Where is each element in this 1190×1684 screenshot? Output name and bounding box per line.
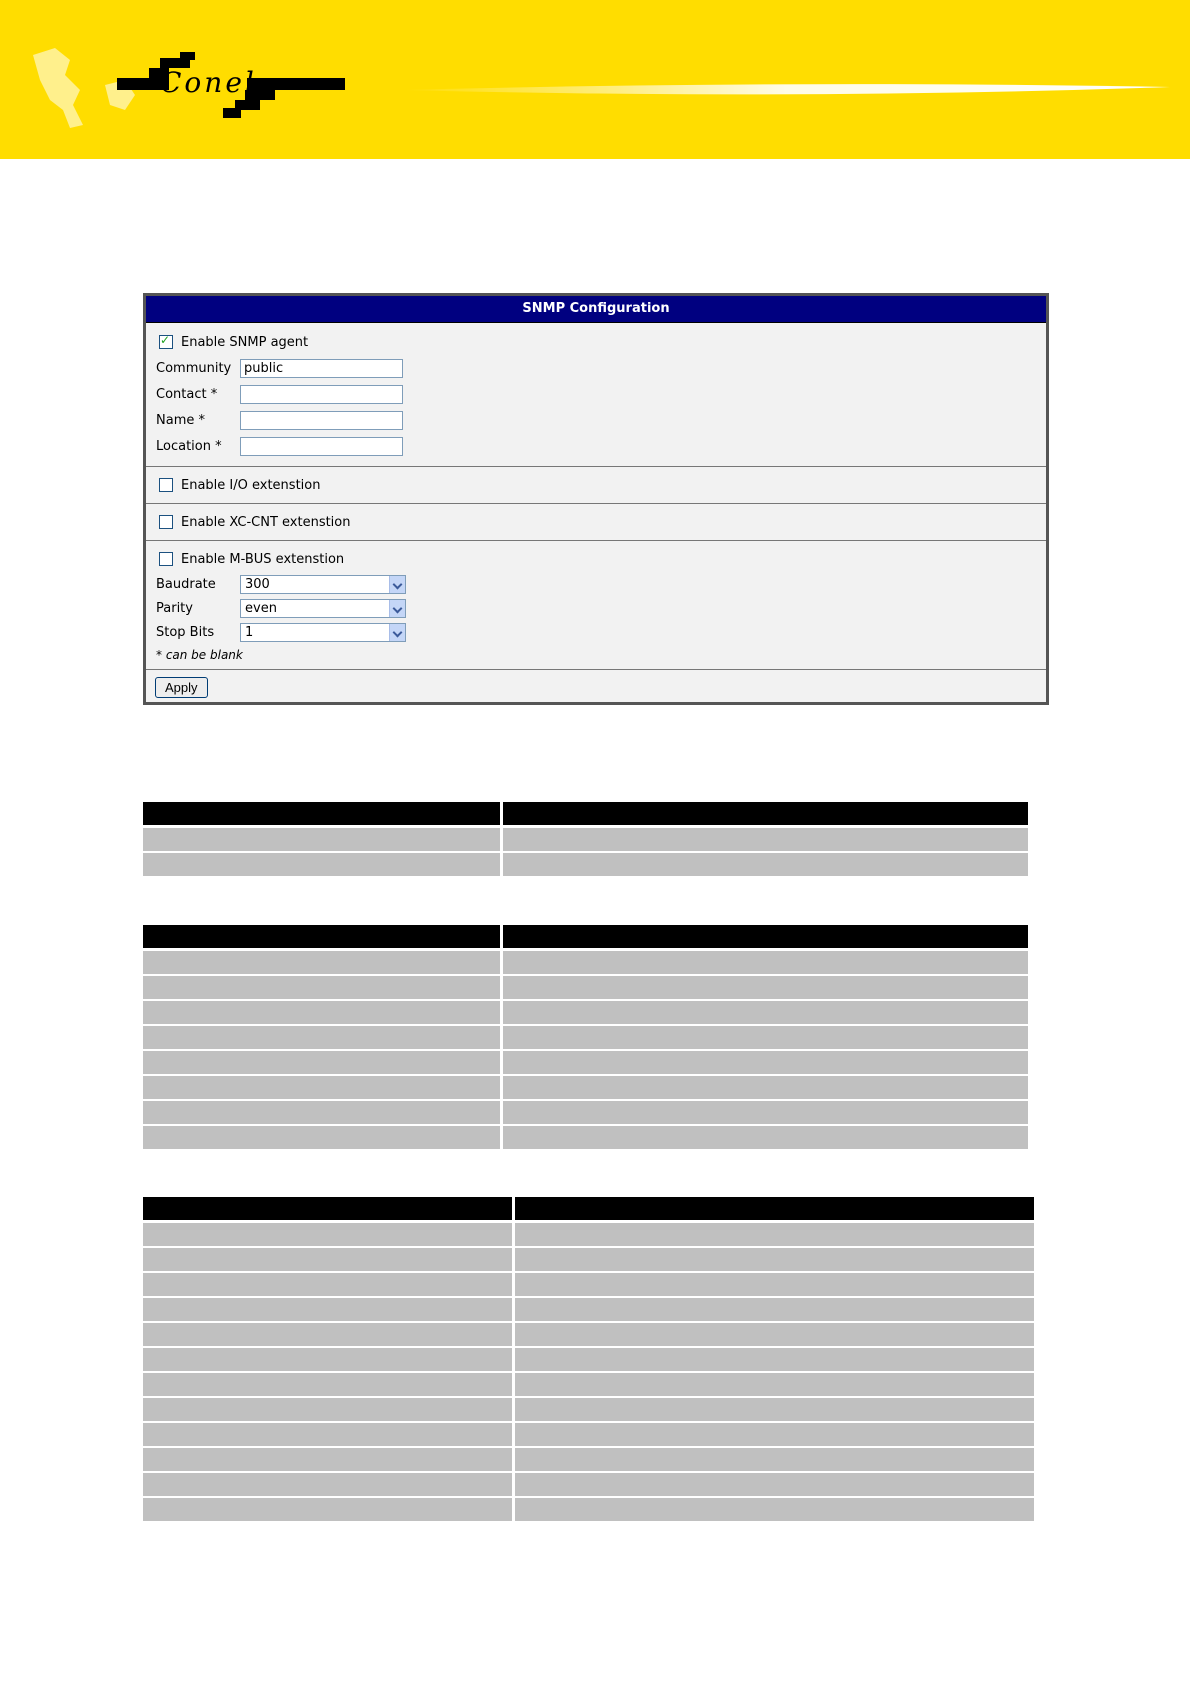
table-cell xyxy=(515,1473,1034,1496)
table-cell xyxy=(143,1273,512,1296)
header-banner xyxy=(0,0,1190,159)
table-cell xyxy=(515,1273,1034,1296)
table-header-cell xyxy=(143,802,500,825)
snmp-agent-section xyxy=(146,323,1046,467)
table-cell xyxy=(503,1076,1028,1099)
table-cell xyxy=(143,976,500,999)
location-label: Location * xyxy=(156,438,222,454)
table-cell xyxy=(143,1323,512,1346)
table-cell xyxy=(503,853,1028,876)
table-cell xyxy=(143,1001,500,1024)
table-cell xyxy=(143,951,500,974)
table-cell xyxy=(143,1298,512,1321)
table-cell xyxy=(515,1323,1034,1346)
apply-section xyxy=(146,670,1046,705)
stop-bits-value: 1 xyxy=(245,624,254,640)
table-cell xyxy=(143,1498,512,1521)
baudrate-value: 300 xyxy=(245,576,270,592)
table-cell xyxy=(503,1026,1028,1049)
table-cell xyxy=(503,976,1028,999)
table-header-cell xyxy=(503,925,1028,948)
table-cell xyxy=(515,1423,1034,1446)
table-cell xyxy=(515,1498,1034,1521)
table-cell xyxy=(503,1126,1028,1149)
table-cell xyxy=(515,1398,1034,1421)
parity-select[interactable] xyxy=(240,599,406,618)
table-cell xyxy=(143,1101,500,1124)
table-header-cell xyxy=(143,925,500,948)
table-cell xyxy=(515,1248,1034,1271)
table-header-cell xyxy=(143,1197,512,1220)
stop-bits-select[interactable] xyxy=(240,623,406,642)
enable-mbus-label: Enable M-BUS extenstion xyxy=(181,551,345,567)
table-cell xyxy=(143,1398,512,1421)
table-cell xyxy=(515,1448,1034,1471)
baudrate-select[interactable] xyxy=(240,575,406,594)
table-cell xyxy=(503,1101,1028,1124)
chevron-down-icon[interactable] xyxy=(389,576,405,593)
table-cell xyxy=(143,1348,512,1371)
name-label: Name * xyxy=(156,412,205,428)
io-extension-section xyxy=(146,467,1046,504)
table-cell xyxy=(515,1348,1034,1371)
enable-snmp-agent-checkbox[interactable] xyxy=(159,335,173,349)
table-cell xyxy=(143,1076,500,1099)
enable-snmp-agent-label: Enable SNMP agent xyxy=(181,334,309,350)
table-cell xyxy=(143,1423,512,1446)
contact-input[interactable] xyxy=(240,385,403,404)
enable-io-label: Enable I/O extenstion xyxy=(181,477,321,493)
enable-mbus-checkbox[interactable] xyxy=(159,552,173,566)
table-header-cell xyxy=(503,802,1028,825)
location-input[interactable] xyxy=(240,437,403,456)
table-cell xyxy=(143,1026,500,1049)
table-cell xyxy=(143,853,500,876)
enable-xccnt-label: Enable XC-CNT extenstion xyxy=(181,514,351,530)
name-input[interactable] xyxy=(240,411,403,430)
table-cell xyxy=(515,1223,1034,1246)
table-cell xyxy=(143,1473,512,1496)
table-cell xyxy=(515,1298,1034,1321)
panel-title: SNMP Configuration xyxy=(146,296,1046,323)
enable-xccnt-checkbox[interactable] xyxy=(159,515,173,529)
table-cell xyxy=(515,1373,1034,1396)
header-streak-decoration xyxy=(400,78,1170,102)
table-cell xyxy=(503,951,1028,974)
table-cell xyxy=(143,1248,512,1271)
snmp-configuration-panel xyxy=(143,293,1049,705)
contact-label: Contact * xyxy=(156,386,218,402)
xccnt-extension-section xyxy=(146,504,1046,541)
table-cell xyxy=(143,1448,512,1471)
baudrate-label: Baudrate xyxy=(156,576,216,592)
table-cell xyxy=(143,1126,500,1149)
parity-value: even xyxy=(245,600,277,616)
community-label: Community xyxy=(156,360,232,376)
parity-label: Parity xyxy=(156,600,193,616)
enable-io-checkbox[interactable] xyxy=(159,478,173,492)
community-input[interactable]: public xyxy=(240,359,403,378)
table-cell xyxy=(143,1373,512,1396)
table-cell xyxy=(503,828,1028,851)
blank-note: * can be blank xyxy=(156,648,243,662)
stop-bits-label: Stop Bits xyxy=(156,624,215,640)
table-header-cell xyxy=(515,1197,1034,1220)
chevron-down-icon[interactable] xyxy=(389,624,405,641)
table-cell xyxy=(143,1223,512,1246)
brand-name: Conel xyxy=(160,66,257,99)
chevron-down-icon[interactable] xyxy=(389,600,405,617)
mbus-extension-section xyxy=(146,541,1046,670)
table-cell xyxy=(143,1051,500,1074)
table-cell xyxy=(143,828,500,851)
apply-button[interactable]: Apply xyxy=(155,677,208,698)
table-cell xyxy=(503,1001,1028,1024)
table-cell xyxy=(503,1051,1028,1074)
